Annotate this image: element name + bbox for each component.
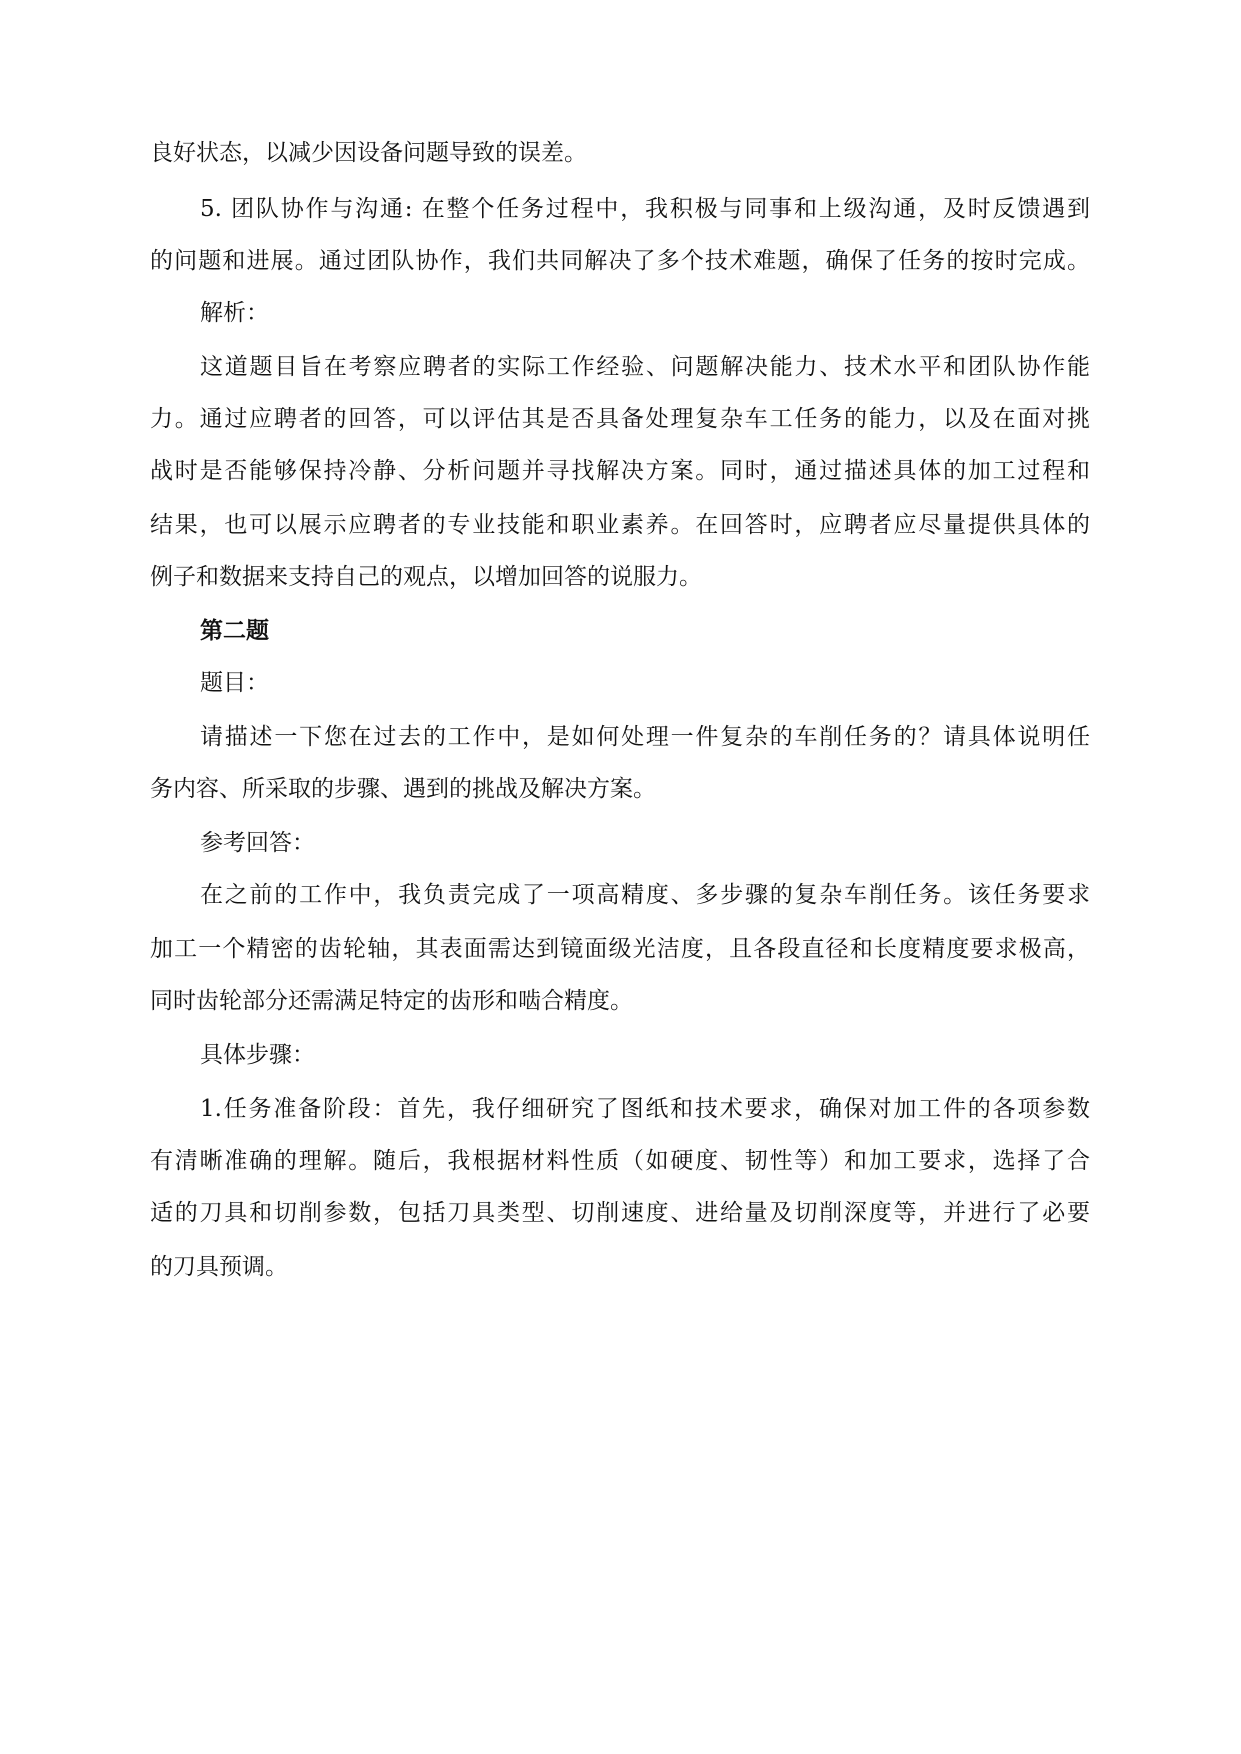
paragraph-line: 务内容、所采取的步骤、遇到的挑战及解决方案。 (150, 776, 656, 802)
question-heading: 第二题 (200, 617, 269, 644)
paragraph-line: 的问题和进展。通过团队协作，我们共同解决了多个技术难题，确保了任务的按时完成。 (150, 248, 1090, 274)
paragraph-line: 在之前的工作中，我负责完成了一项高精度、多步骤的复杂车削任务。该任务要求 (200, 882, 1090, 908)
paragraph-line: 5. 团队协作与沟通: 在整个任务过程中，我积极与同事和上级沟通，及时反馈遇到 (200, 196, 1090, 222)
paragraph-line: 的刀具预调。 (150, 1254, 288, 1280)
section-label: 参考回答： (200, 830, 315, 856)
paragraph-line: 结果，也可以展示应聘者的专业技能和职业素养。在回答时，应聘者应尽量提供具体的 (150, 512, 1090, 538)
paragraph-line: 1.任务准备阶段：首先，我仔细研究了图纸和技术要求，确保对加工件的各项参数 (200, 1096, 1090, 1122)
paragraph-line: 战时是否能够保持冷静、分析问题并寻找解决方案。同时，通过描述具体的加工过程和 (150, 458, 1090, 484)
paragraph-line: 良好状态，以减少因设备问题导致的误差。 (150, 140, 587, 166)
paragraph-line: 力。通过应聘者的回答，可以评估其是否具备处理复杂车工任务的能力，以及在面对挑 (150, 406, 1090, 432)
paragraph-line: 有清晰准确的理解。随后，我根据材料性质（如硬度、韧性等）和加工要求，选择了合 (150, 1148, 1090, 1174)
paragraph-line: 请描述一下您在过去的工作中，是如何处理一件复杂的车削任务的？请具体说明任 (200, 724, 1090, 750)
paragraph-line: 同时齿轮部分还需满足特定的齿形和啮合精度。 (150, 988, 633, 1014)
section-label: 题目： (200, 670, 269, 696)
section-label: 解析： (200, 300, 269, 326)
paragraph-line: 例子和数据来支持自己的观点，以增加回答的说服力。 (150, 564, 702, 590)
paragraph-line: 加工一个精密的齿轮轴，其表面需达到镜面级光洁度，且各段直径和长度精度要求极高， (150, 936, 1090, 962)
section-label: 具体步骤： (200, 1042, 315, 1068)
paragraph-line: 适的刀具和切削参数，包括刀具类型、切削速度、进给量及切削深度等，并进行了必要 (150, 1200, 1090, 1226)
paragraph-line: 这道题目旨在考察应聘者的实际工作经验、问题解决能力、技术水平和团队协作能 (200, 354, 1090, 380)
